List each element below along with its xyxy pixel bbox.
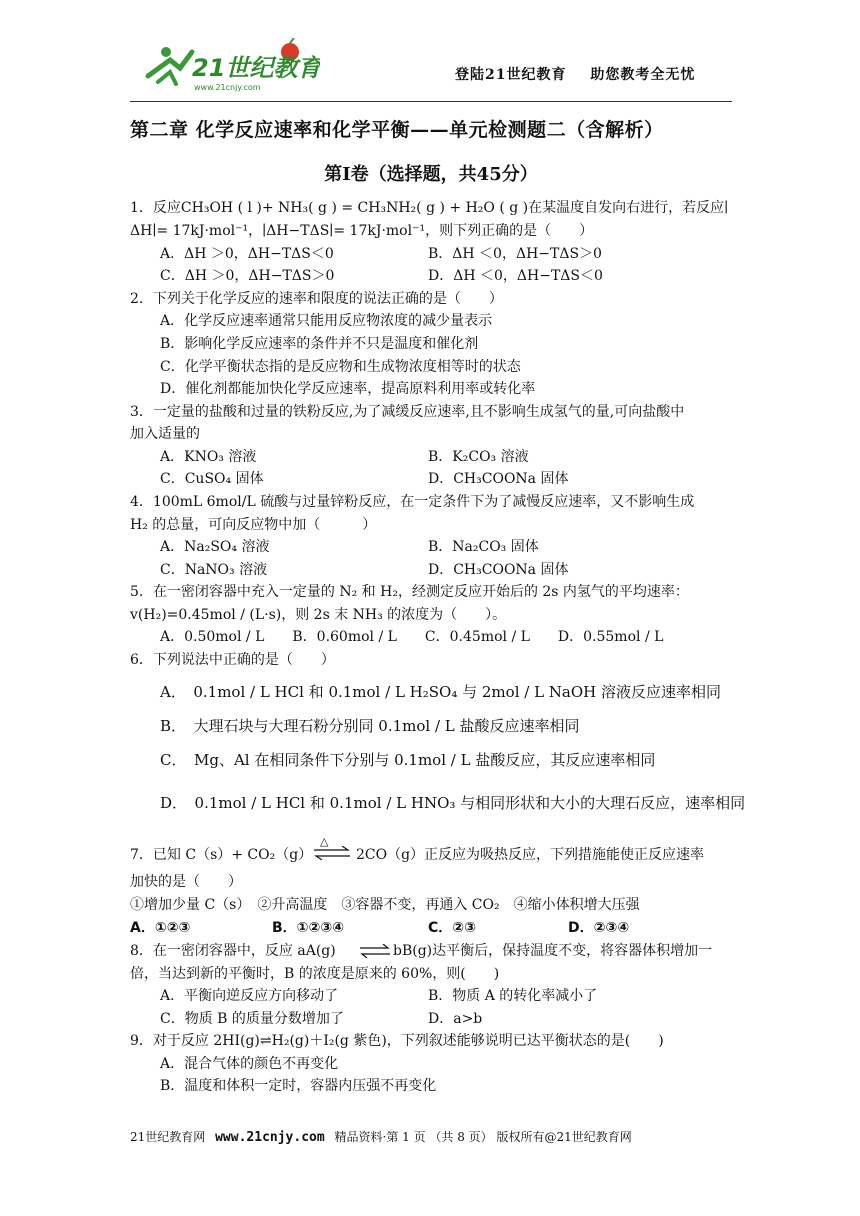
logo — [140, 38, 320, 96]
q1-line1: 1．反应CH₃OH ( l )+ NH₃( g ) = CH₃NH₂( g ) + H₂O ( g )在某温度自发向右进行，若反应∣ — [130, 200, 729, 216]
logo-text: 21世纪教育 — [192, 54, 320, 82]
q7-line1-start: 7．已知 C（s）+ CO₂（g） — [130, 847, 313, 863]
q7-option-c: C．②③ — [428, 920, 476, 936]
page-footer — [130, 1128, 632, 1145]
q1-option-a: A．ΔH ＞0，ΔH−TΔS＜0 — [160, 246, 334, 262]
q8-line1-start: 8．在一密闭容器中，反应 aA(g) — [130, 943, 336, 959]
footer-right: 精品资料·第 1 页 （共 8 页） 版权所有@21世纪教育网 — [334, 1130, 632, 1144]
q3-line2: 加入适量的 — [130, 426, 200, 442]
q5-line2: v(H₂)=0.45mol / (L·s)，则 2s 末 NH₃ 的浓度为（ ）。 — [130, 607, 507, 623]
q5-line1: 5．在一密闭容器中充入一定量的 N₂ 和 H₂，经测定反应开始后的 2s 内氢气的平均速率： — [130, 584, 689, 600]
header-rule — [130, 101, 732, 102]
q3-option-b: B．K₂CO₃ 溶液 — [428, 449, 529, 465]
q7-line3: ①增加少量 C（s） ②升高温度 ③容器不变，再通入 CO₂ ④缩小体积增大压强 — [130, 897, 640, 913]
q7-option-a: A．①②③ — [130, 920, 191, 936]
q9-option-b: B．温度和体积一定时，容器内压强不再变化 — [160, 1078, 437, 1094]
logo-url: www.21cnjy.com — [194, 83, 261, 92]
q4-option-b: B．Na₂CO₃ 固体 — [428, 539, 539, 555]
q3-option-d: D．CH₃COONa 固体 — [428, 471, 569, 487]
q3-option-c: C．CuSO₄ 固体 — [160, 471, 264, 487]
q7-line1-end: 2CO（g）正反应为吸热反应，下列措施能使正反应速率 — [356, 847, 705, 863]
q2-option-a: A．化学反应速率通常只能用反应物浓度的减少量表示 — [160, 313, 493, 329]
q8-option-d: D．a>b — [428, 1011, 483, 1027]
q4-option-d: D．CH₃COONa 固体 — [428, 562, 569, 578]
q8-line1-end: bB(g)达平衡后，保持温度不变，将容器体积增加一 — [393, 943, 713, 959]
q6-option-c: C． Mg、Al 在相同条件下分别与 0.1mol / L 盐酸反应，其反应速率相同 — [160, 751, 656, 769]
q8-line2: 倍，当达到新的平衡时，B 的浓度是原来的 60%，则( ) — [130, 966, 500, 982]
q2-stem: 2．下列关于化学反应的速率和限度的说法正确的是（ ） — [130, 291, 503, 307]
q1-option-c: C．ΔH ＞0，ΔH−TΔS＞0 — [160, 268, 335, 284]
q8-option-b: B．物质 A 的转化率减小了 — [428, 988, 598, 1004]
q3-option-a: A．KNO₃ 溶液 — [160, 449, 257, 465]
q4-line1: 4．100mL 6mol/L 硫酸与过量锌粉反应，在一定条件下为了减慢反应速率，又不影响生成 — [130, 494, 695, 510]
q7-option-d: D．②③④ — [568, 920, 630, 936]
q1-line2: ΔH∣= 17kJ·mol⁻¹，∣ΔH−TΔS∣= 17kJ·mol⁻¹，则下列正确的是（ ） — [130, 223, 594, 239]
footer-left: 21世纪教育网 — [130, 1130, 206, 1144]
q7-line2: 加快的是（ ） — [130, 874, 242, 890]
q4-option-a: A．Na₂SO₄ 溶液 — [160, 539, 270, 555]
q6-option-b: B． 大理石块与大理石粉分别同 0.1mol / L 盐酸反应速率相同 — [160, 717, 580, 735]
q1-option-d: D．ΔH ＜0，ΔH−TΔS＜0 — [428, 268, 603, 284]
q4-line2: H₂ 的总量，可向反应物中加（ ） — [130, 517, 377, 533]
q2-option-c: C．化学平衡状态指的是反应物和生成物浓度相等时的状态 — [160, 359, 521, 375]
q9-stem: 9．对于反应 2HI(g)⇌H₂(g)＋I₂(g 紫色)，下列叙述能够说明已达平衡状态的是( ) — [130, 1033, 664, 1049]
header-slogan — [455, 64, 713, 84]
q7-condition: △ — [320, 835, 329, 848]
q8-option-c: C．物质 B 的质量分数增加了 — [160, 1011, 344, 1027]
q1-option-b: B．ΔH ＜0，ΔH−TΔS＞0 — [428, 246, 602, 262]
q6-option-d: D． 0.1mol / L HCl 和 0.1mol / L HNO₃ 与相同形状和大小的大理石反应，速率相同 — [160, 794, 746, 812]
logo-graphic — [140, 38, 320, 96]
page-title: 第二章 化学反应速率和化学平衡——单元检测题二（含解析） — [130, 119, 664, 141]
q9-option-a: A．混合气体的颜色不再变化 — [160, 1056, 339, 1072]
q3-line1: 3．一定量的盐酸和过量的铁粉反应,为了减缓反应速率,且不影响生成氢气的量,可向盐酸中 — [130, 404, 685, 420]
reversible-arrow-icon — [312, 846, 352, 860]
q2-option-b: B．影响化学反应速率的条件并不只是温度和催化剂 — [160, 336, 479, 352]
slogan-right: 助您教考全无忧 — [590, 67, 696, 83]
q8-option-a: A．平衡向逆反应方向移动了 — [160, 988, 339, 1004]
footer-url[interactable]: www.21cnjy.com — [215, 1130, 325, 1145]
q4-option-c: C．NaNO₃ 溶液 — [160, 562, 268, 578]
q2-option-d: D．催化剂都能加快化学反应速率，提高原料利用率或转化率 — [160, 381, 536, 397]
q7-option-b: B．①②③④ — [272, 920, 345, 936]
equilibrium-arrow-icon — [358, 944, 392, 958]
slogan-left: 登陆21世纪教育 — [455, 67, 567, 83]
section-heading: 第Ⅰ卷（选择题，共45分） — [324, 164, 538, 185]
q6-stem: 6．下列说法中正确的是（ ） — [130, 652, 335, 668]
q6-option-a: A． 0.1mol / L HCl 和 0.1mol / L H₂SO₄ 与 2mol / L NaOH 溶液反应速率相同 — [160, 683, 722, 701]
q5-options: A．0.50mol / L B．0.60mol / L C．0.45mol / L D．0.55mol / L — [160, 629, 664, 645]
